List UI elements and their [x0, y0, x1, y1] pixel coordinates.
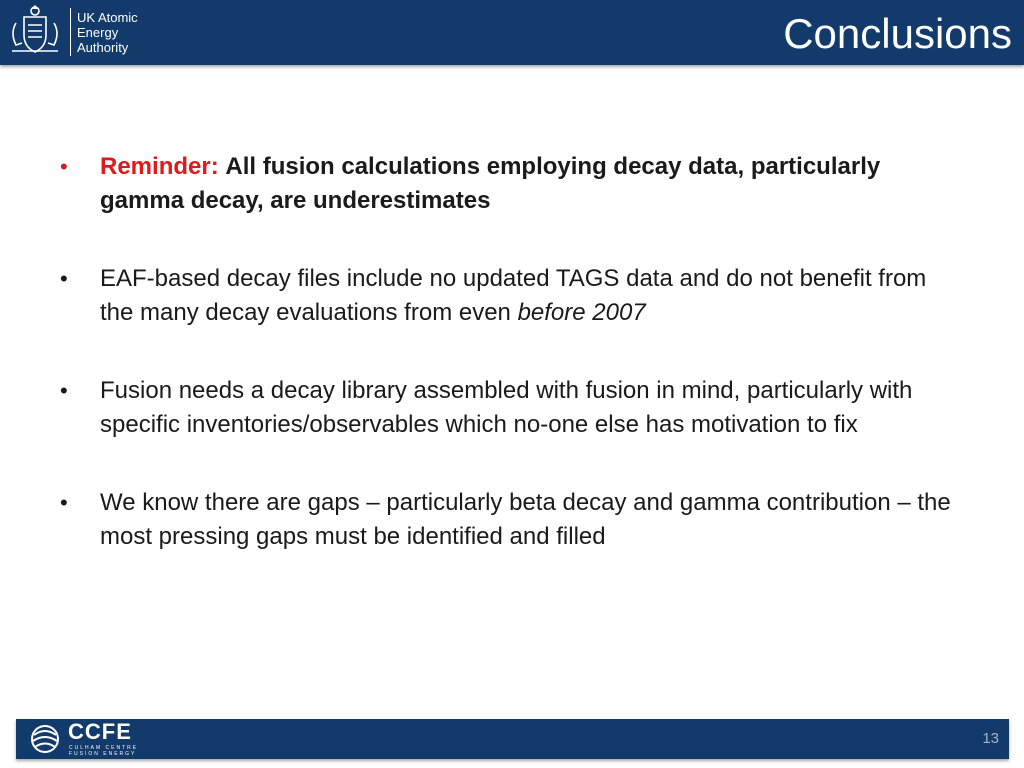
bullet-lead: Reminder: — [100, 153, 219, 180]
bullet-text: EAF-based decay files include no updated TAGS data and do not benefit from the many decay evaluations from even — [100, 265, 927, 326]
org-line: UK Atomic — [77, 10, 138, 25]
ccfe-subtitle-line: FUSION ENERGY — [69, 751, 137, 757]
slide-title: Conclusions — [783, 10, 1012, 57]
organisation-name — [77, 10, 138, 55]
slide-header — [0, 0, 1024, 65]
ukaea-crest-icon — [6, 3, 64, 59]
org-line: Authority — [77, 40, 129, 55]
ccfe-subtitle — [69, 745, 138, 757]
logo-divider — [70, 8, 71, 56]
bullet-item — [60, 374, 960, 442]
bullet-dot-icon: • — [60, 154, 68, 179]
bullet-text: All fusion calculations employing decay data, particularly gamma decay, are underestimates — [100, 153, 881, 214]
bullet-text: We know there are gaps – particularly beta decay and gamma contribution – the most pressing gaps must be identified and filled — [100, 489, 951, 550]
page-number: 13 — [982, 730, 999, 747]
slide-footer — [16, 719, 1009, 759]
ccfe-logo-icon — [28, 723, 62, 755]
bullet-text: Fusion needs a decay library assembled with fusion in mind, particularly with specific inventories/observables which no-one else has motivation to fix — [100, 377, 913, 438]
ccfe-wordmark: CCFE — [68, 719, 132, 744]
bullet-list — [60, 150, 960, 598]
bullet-item — [60, 262, 960, 330]
bullet-dot-icon: • — [60, 266, 68, 291]
bullet-emphasis: before 2007 — [517, 299, 646, 326]
bullet-item — [60, 486, 960, 554]
bullet-item — [60, 150, 960, 218]
org-line: Energy — [77, 25, 119, 40]
bullet-dot-icon: • — [60, 490, 68, 515]
ccfe-subtitle-line: CULHAM CENTRE — [69, 745, 139, 751]
bullet-dot-icon: • — [60, 378, 68, 403]
